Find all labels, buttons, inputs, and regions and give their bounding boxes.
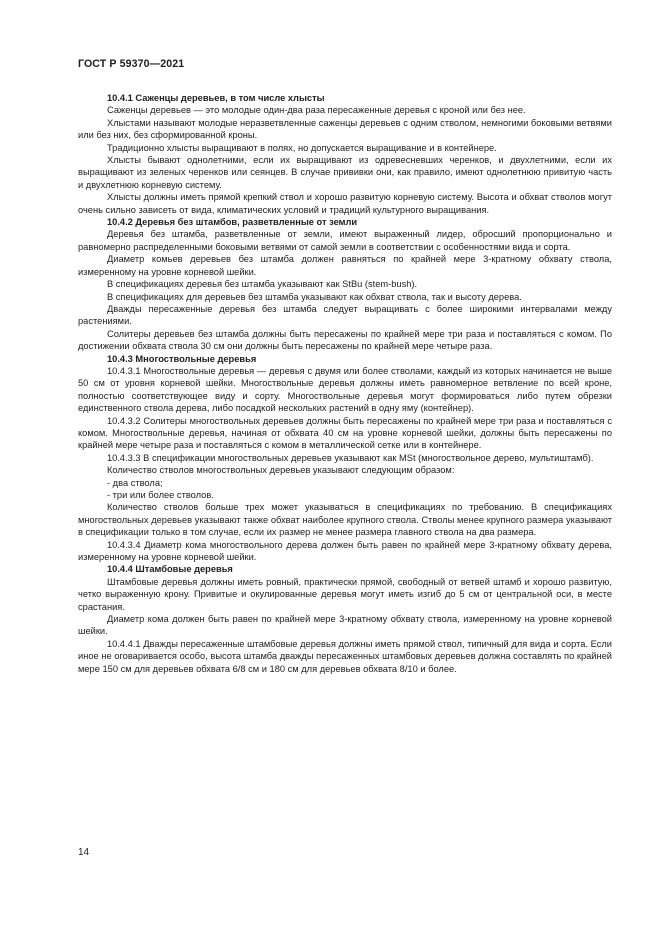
section-heading: 10.4.3 Многоствольные деревья [107, 353, 257, 364]
body-paragraph: Хлысты должны иметь прямой крепкий ствол и хорошо развитую корневую систему. Высота и обхват стволов могут очень сильно зависеть от вида, климатических условий и традиций культурного выращивания. [78, 192, 612, 215]
list-item: - три или более стволов. [107, 490, 214, 500]
body-paragraph: Хлысты бывают однолетними, если их выращивают из одревесневших черенков, и двухлетними, если их выращивают из зеленых черенков или сеянцев. В случае прививки они, как правило, имеют однолетнюю привитую часть и двухлетнюю корневую систему. [78, 155, 612, 190]
body-paragraph: Количество стволов больше трех может указываться в спецификациях по требованию. В спецификациях многоствольных деревьев указывают также обхват наиболее крупного ствола. Стволы менее крупного размера указывают в спецификации только в том случае, если их размер не менее размера главного ствола на два размера. [78, 502, 612, 538]
body-paragraph: 10.4.3.3 В спецификации многоствольных деревьев указывают как MSt (многоствольное дерево, мультиштамб). [107, 452, 594, 463]
body-paragraph: Дважды пересаженные деревья без штамба следует выращивать с более широкими интервалами между растениями. [78, 303, 612, 327]
body-paragraph: Саженцы деревьев — это молодые один-два раза пересаженные деревья с кроной или без нее. [107, 105, 526, 116]
page-number: 14 [78, 847, 90, 858]
section-heading: 10.4.1 Саженцы деревьев, в том числе хлысты [107, 93, 325, 103]
body-paragraph: 10.4.3.1 Многоствольные деревья — деревья с двумя или более стволами, каждый из которых начинается не выше 50 см от уровня корневой шейки. Многоствольные деревья должны иметь равномерное ветвление по всей кроне, полностью соответствующее виду и сорту. Многоствольные деревья могут формироваться либо путем обрезки единственного ствола дерева, либо посадкой нескольких растений в одну яму (контейнер). [78, 365, 612, 414]
body-paragraph: Диаметр кома должен быть равен по крайней мере 3-кратному обхвату ствола, измеренному на уровне корневой шейки. [78, 614, 612, 637]
body-paragraph: Солитеры деревьев без штамба должны быть пересажены по крайней мере три раза и поставляться с комом. По достижении обхвата ствола 30 см они должны быть пересажены по крайней мере четыре раза. [78, 328, 612, 352]
body-paragraph: Количество стволов многоствольных деревьев указывают следующим образом: [107, 465, 455, 476]
body-paragraph: 10.4.3.4 Диаметр кома многоствольного дерева должен быть равен по крайней мере 3-кратному обхвату дерева, измеренному на уровне корневой шейки. [78, 539, 612, 563]
document-header: ГОСТ Р 59370—2021 [78, 58, 185, 70]
section-heading: 10.4.2 Деревья без штамбов, разветвленные от земли [107, 217, 358, 228]
section-heading: 10.4.4 Штамбовые деревья [107, 564, 233, 575]
document-body [78, 92, 612, 675]
body-paragraph: Штамбовые деревья должны иметь ровный, практически прямой, свободный от ветвей штамб и хорошо развитую, четко выраженную крону. Привитые и окулированные деревья могут иметь изгиб до 5 см от центральной оси, в месте срастания. [78, 576, 612, 612]
body-paragraph: Хлыстами называют молодые неразветвленные саженцы деревьев с одним стволом, немногими боковыми ветвями или без них, без сформированной кроны. [78, 117, 612, 141]
body-paragraph: В спецификациях для деревьев без штамба указывают как обхват ствола, так и высоту дерева. [107, 291, 522, 302]
body-paragraph: 10.4.3.2 Солитеры многоствольных деревьев должны быть пересажены по крайней мере три раза и поставляться с комом. Многоствольные деревья, начиная от обхвата 40 см на уровне корневой шейки, должны быть пересажены по крайней мере четыре раза и поставляться с комом в металлической сетке или в контейнере. [78, 415, 612, 451]
body-paragraph: 10.4.4.1 Дважды пересаженные штамбовые деревья должны иметь прямой ствол, типичный для вида и сорта. Если иное не оговаривается особо, высота штамба дважды пересаженных штамбовых деревьев должна составлять по крайней мере 150 см для деревьев обхвата 6/8 см и 180 см для деревьев обхвата 8/10 и более. [78, 638, 612, 674]
body-paragraph: Диаметр комьев деревьев без штамба должен равняться по крайней мере 3-кратному обхвату ствола, измеренному на уровне корневой шейки. [78, 254, 612, 277]
body-paragraph: Деревья без штамба, разветвленные от земли, имеют выраженный лидер, обросший пропорционально и равномерно распределенными боковыми ветвями от самой земли в соответствии с особенностями вида и сорта. [78, 229, 612, 252]
body-paragraph: В спецификациях деревья без штамба указывают как StBu (stem-bush). [107, 279, 418, 290]
body-paragraph: Традиционно хлысты выращивают в полях, но допускается выращивание и в контейнере. [107, 142, 497, 153]
list-item: - два ствола; [107, 477, 163, 488]
